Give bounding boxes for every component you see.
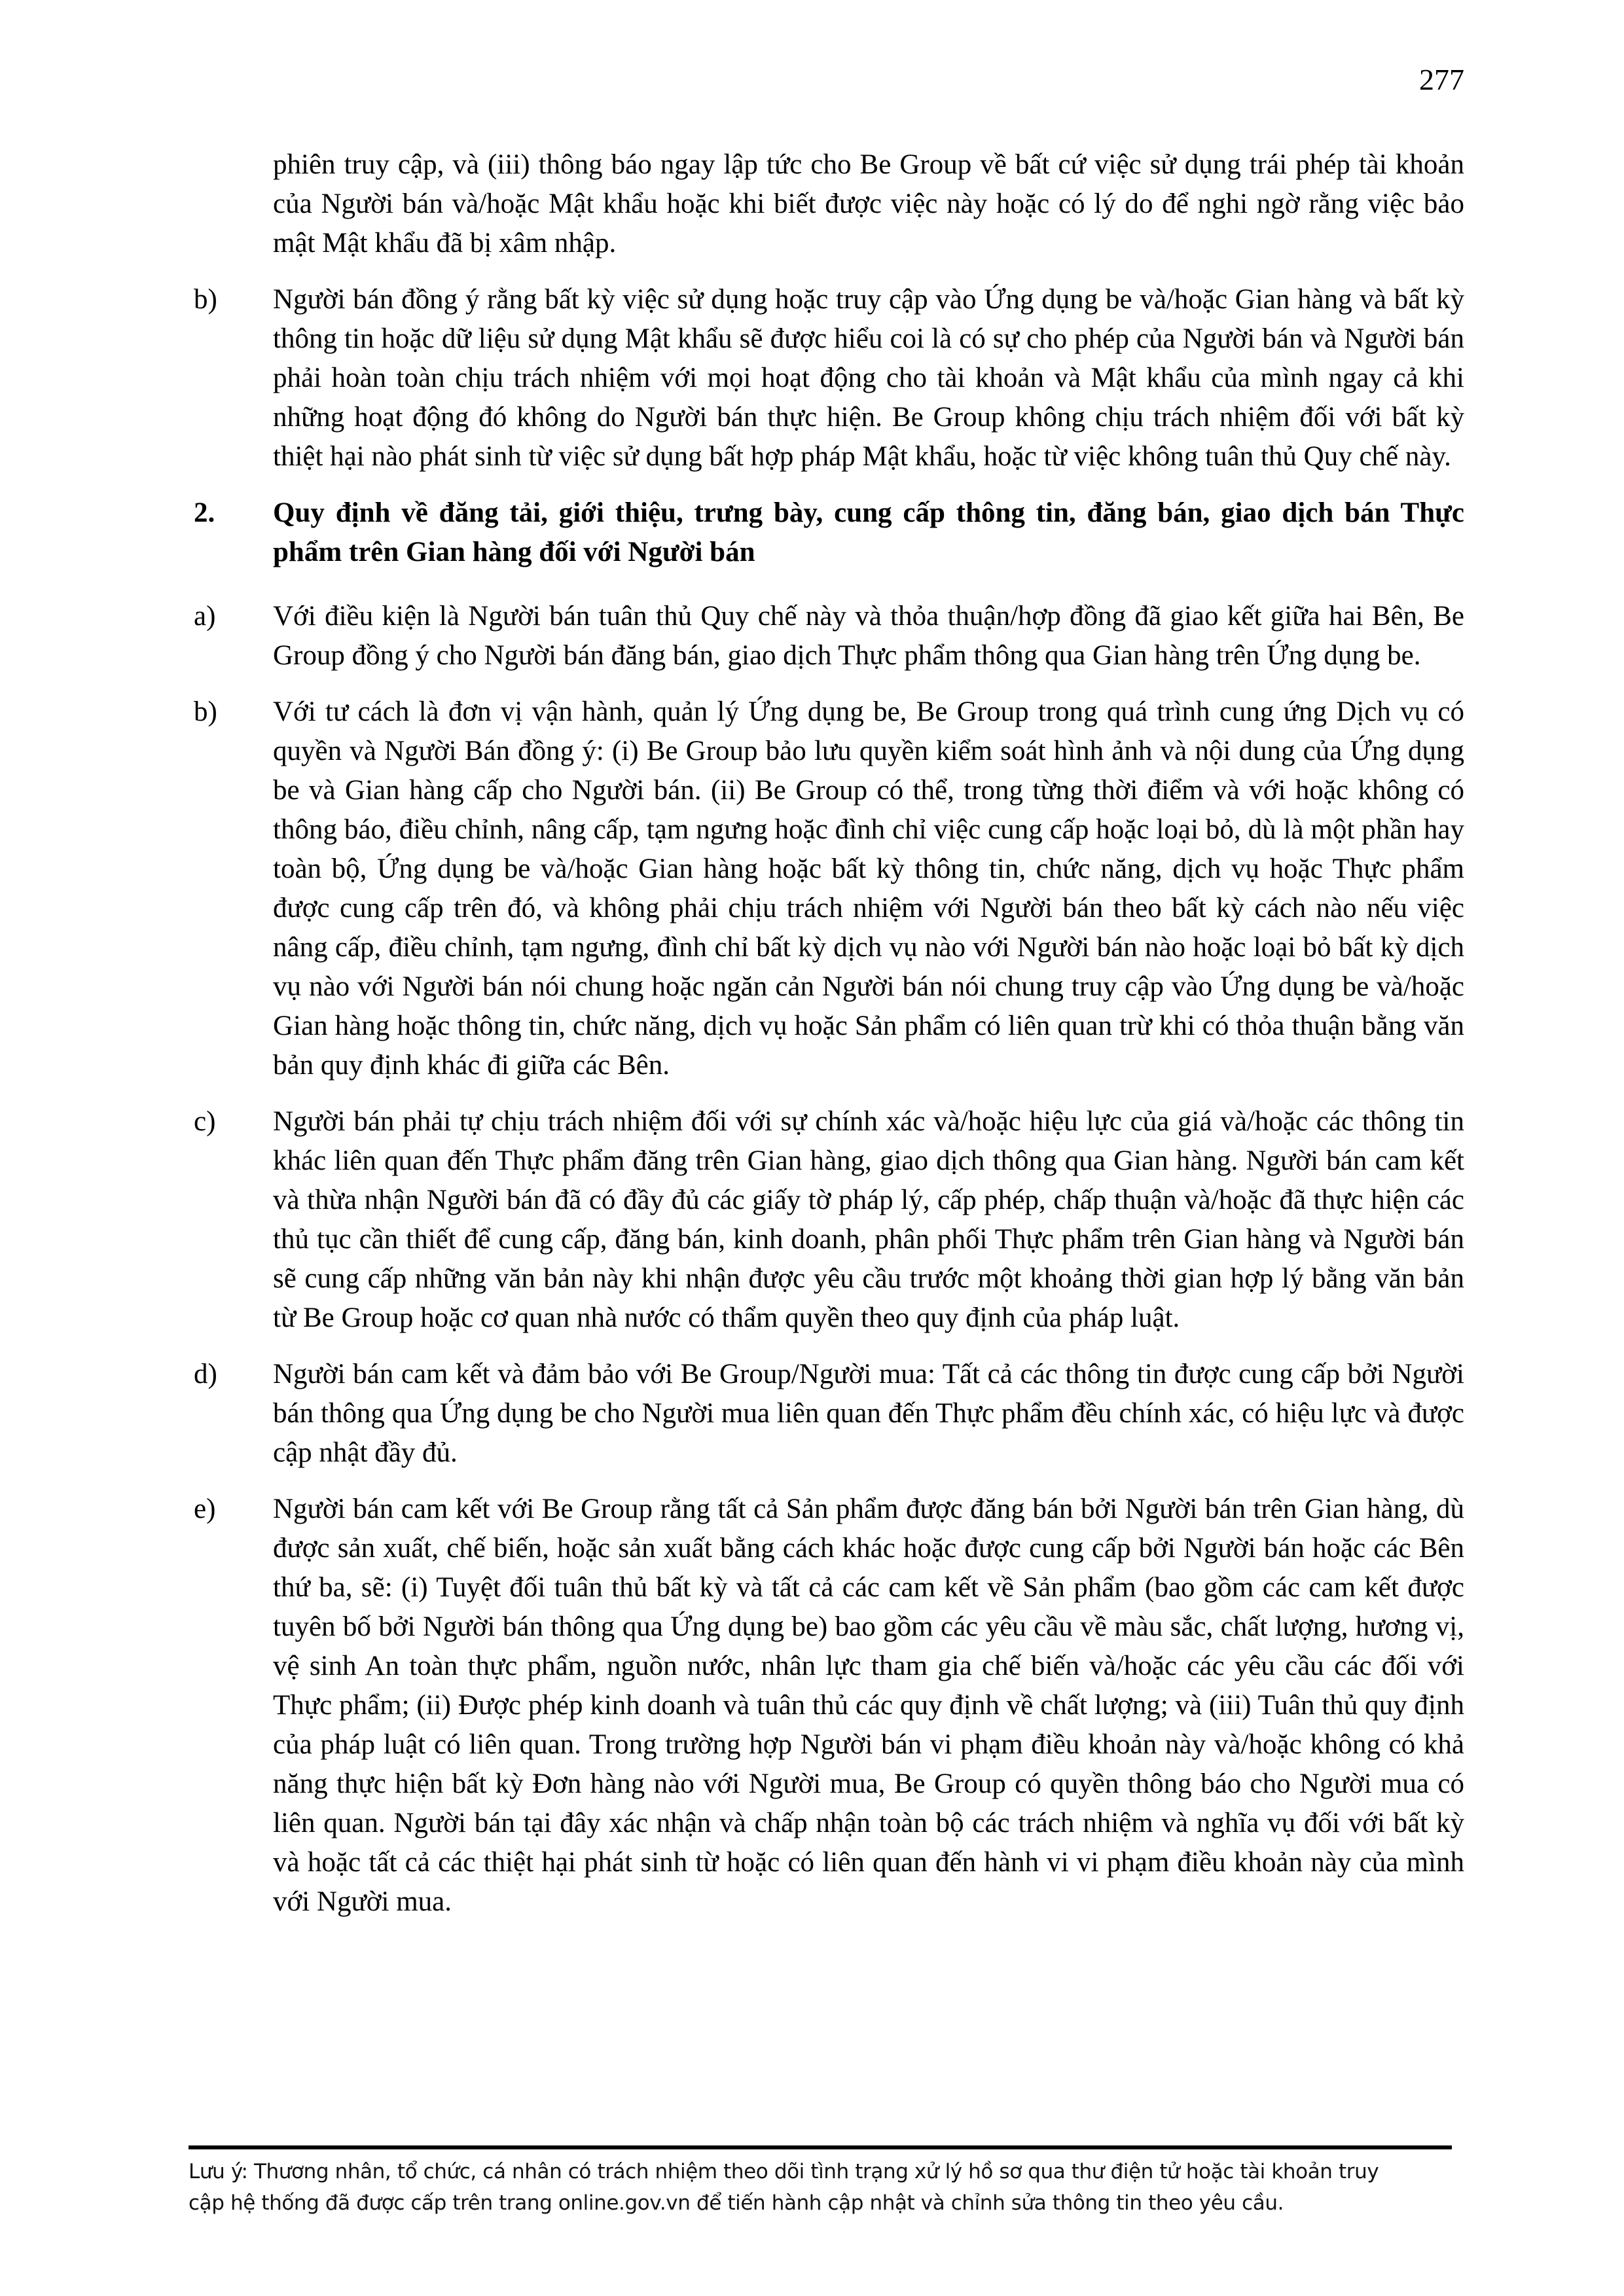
list-item-label: c) — [194, 1106, 216, 1137]
page-number: 277 — [1419, 63, 1464, 96]
list-item-label: b) — [194, 284, 217, 315]
list-item — [194, 1355, 1464, 1473]
list-item-label: b) — [194, 696, 217, 727]
list-item-text: Người bán cam kết và đảm bảo với Be Group/Người mua: Tất cả các thông tin được cung cấp bởi Người bán thông qua Ứng dụng be cho Người mua liên quan đến Thực phẩm đều chính xác, có hiệu lực và được cập nhật đầy đủ. — [273, 1359, 1464, 1468]
list-item-label: e) — [194, 1494, 216, 1524]
list-item-text: Với tư cách là đơn vị vận hành, quản lý Ứng dụng be, Be Group trong quá trình cung ứng Dịch vụ có quyền và Người Bán đồng ý: (i) Be Group bảo lưu quyền kiểm soát hình ảnh và nội dung của Ứng dụng be và Gian hàng cấp cho Người bán. (ii) Be Group có thể, trong từng thời điểm và với hoặc không có thông báo, điều chỉnh, nâng cấp, tạm ngưng hoặc đình chỉ việc cung cấp hoặc loại bỏ, dù là một phần hay toàn bộ, Ứng dụng be và/hoặc Gian hàng hoặc bất kỳ thông tin, chức năng, dịch vụ hoặc Thực phẩm được cung cấp trên đó, và không phải chịu trách nhiệm với Người bán theo bất kỳ cách nào nếu việc nâng cấp, điều chỉnh, tạm ngưng, đình chỉ bất kỳ dịch vụ nào với Người bán nào hoặc loại bỏ bất kỳ dịch vụ nào với Người bán nói chung hoặc ngăn cản Người bán nói chung truy cập vào Ứng dụng be và/hoặc Gian hàng hoặc thông tin, chức năng, dịch vụ hoặc Sản phẩm có liên quan trừ khi có thỏa thuận bằng văn bản quy định khác đi giữa các Bên. — [273, 696, 1464, 1081]
section-heading-number: 2. — [194, 497, 215, 528]
paragraph-continuation: phiên truy cập, và (iii) thông báo ngay lập tức cho Be Group về bất cứ việc sử dụng trái phép tài khoản của Người bán và/hoặc Mật khẩu hoặc khi biết được việc này hoặc có lý do để nghi ngờ rằng việc bảo mật Mật khẩu đã bị xâm nhập. — [273, 149, 1464, 259]
section-heading-title: Quy định về đăng tải, giới thiệu, trưng bày, cung cấp thông tin, đăng bán, giao dịch bán Thực phẩm trên Gian hàng đối với Người bán — [273, 497, 1464, 567]
list-item — [194, 1102, 1464, 1338]
list-item-text: Người bán cam kết với Be Group rằng tất cả Sản phẩm được đăng bán bởi Người bán trên Gian hàng, dù được sản xuất, chế biến, hoặc sản xuất bằng cách khác hoặc được cung cấp bởi Người bán hoặc các Bên thứ ba, sẽ: (i) Tuyệt đối tuân thủ bất kỳ và tất cả các cam kết về Sản phẩm (bao gồm các cam kết được tuyên bố bởi Người bán thông qua Ứng dụng be) bao gồm các yêu cầu về màu sắc, chất lượng, hương vị, vệ sinh An toàn thực phẩm, nguồn nước, nhân lực tham gia chế biến và/hoặc các yêu cầu các đối với Thực phẩm; (ii) Được phép kinh doanh và tuân thủ các quy định về chất lượng; và (iii) Tuân thủ quy định của pháp luật có liên quan. Trong trường hợp Người bán vi phạm điều khoản này và/hoặc không có khả năng thực hiện bất kỳ Đơn hàng nào với Người mua, Be Group có quyền thông báo cho Người mua có liên quan. Người bán tại đây xác nhận và chấp nhận toàn bộ các trách nhiệm và nghĩa vụ đối với bất kỳ và hoặc tất cả các thiệt hại phát sinh từ hoặc có liên quan đến hành vi vi phạm điều khoản này của mình với Người mua. — [273, 1494, 1464, 1917]
document-body — [194, 145, 1464, 1939]
list-item-label: d) — [194, 1359, 217, 1390]
section-heading — [194, 493, 1464, 572]
footer-note-line-1: Lưu ý: Thương nhân, tổ chức, cá nhân có trách nhiệm theo dõi tình trạng xử lý hồ sơ qua thư điện tử hoặc tài khoản truy — [189, 2160, 1379, 2183]
list-item — [194, 597, 1464, 675]
page-footer — [189, 2145, 1452, 2219]
footer-note — [189, 2156, 1452, 2219]
footer-note-line-2: cập hệ thống đã được cấp trên trang online.gov.vn để tiến hành cập nhật và chỉnh sửa thông tin theo yêu cầu. — [189, 2191, 1284, 2215]
list-item-text: Với điều kiện là Người bán tuân thủ Quy chế này và thỏa thuận/hợp đồng đã giao kết giữa hai Bên, Be Group đồng ý cho Người bán đăng bán, giao dịch Thực phẩm thông qua Gian hàng trên Ứng dụng be. — [273, 601, 1464, 671]
list-item — [194, 280, 1464, 476]
list-item-label: a) — [194, 601, 216, 632]
list-item-text: Người bán đồng ý rằng bất kỳ việc sử dụng hoặc truy cập vào Ứng dụng be và/hoặc Gian hàng và bất kỳ thông tin hoặc dữ liệu sử dụng Mật khẩu sẽ được hiểu coi là có sự cho phép của Người bán và Người bán phải hoàn toàn chịu trách nhiệm với mọi hoạt động cho tài khoản và Mật khẩu của mình ngay cả khi những hoạt động đó không do Người bán thực hiện. Be Group không chịu trách nhiệm đối với bất kỳ thiệt hại nào phát sinh từ việc sử dụng bất hợp pháp Mật khẩu, hoặc từ việc không tuân thủ Quy chế này. — [273, 284, 1464, 472]
list-item — [194, 1490, 1464, 1922]
footer-divider — [189, 2145, 1452, 2149]
list-item — [194, 692, 1464, 1085]
list-item-text: Người bán phải tự chịu trách nhiệm đối với sự chính xác và/hoặc hiệu lực của giá và/hoặc các thông tin khác liên quan đến Thực phẩm đăng trên Gian hàng, giao dịch thông qua Gian hàng. Người bán cam kết và thừa nhận Người bán đã có đầy đủ các giấy tờ pháp lý, cấp phép, chấp thuận và/hoặc đã thực hiện các thủ tục cần thiết để cung cấp, đăng bán, kinh doanh, phân phối Thực phẩm trên Gian hàng và Người bán sẽ cung cấp những văn bản này khi nhận được yêu cầu trước một khoảng thời gian hợp lý bằng văn bản từ Be Group hoặc cơ quan nhà nước có thẩm quyền theo quy định của pháp luật. — [273, 1106, 1464, 1333]
